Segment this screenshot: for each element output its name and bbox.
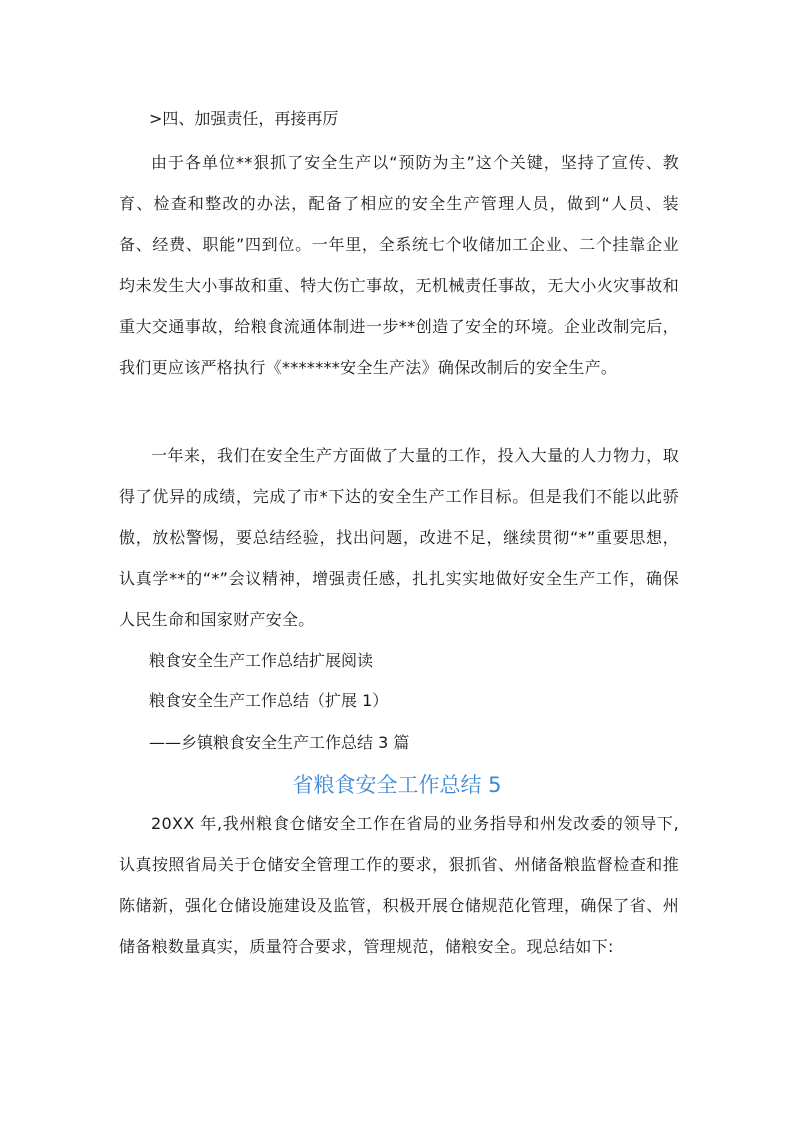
paragraph-safety-results: 由于各单位**狠抓了安全生产以“预防为主”这个关键，坚持了宣传、教育、检查和整改的办法，配备了相应的安全生产管理人员，做到“人员、装备、经费、职能”四到位。一年里，全系统七个收储加工企业、二个挂靠企业均未发生大小事故和重、特大伤亡事故，无机械责任事故，无大小火灾事故和重大交通事故，给粮食流通体制进一步**创造了安全的环境。企业改制完后，我们更应该严格执行《*******安全生产法》确保改制后的安全生产。 <box>119 153 679 377</box>
extended-reading-item: 粮食安全生产工作总结（扩展 1） <box>149 691 389 710</box>
section-title: 省粮食安全工作总结 5 <box>292 773 502 797</box>
extended-reading-subtitle: ——乡镇粮食安全生产工作总结 3 篇 <box>149 733 410 752</box>
extended-reading-label: 粮食安全生产工作总结扩展阅读 <box>149 651 374 670</box>
subheading: >四、加强责任，再接再厉 <box>149 109 339 128</box>
paragraph-storage-safety: 20XX 年,我州粮食仓储安全工作在省局的业务指导和州发改委的领导下,认真按照省局关于仓储安全管理工作的要求，狠抓省、州储备粮监督检查和推陈储新，强化仓储设施建设及监管，积极开展仓储规范化管理，确保了省、州储备粮数量真实，质量符合要求，管理规范，储粮安全。现总结如下: <box>119 814 679 956</box>
paragraph-year-summary: 一年来，我们在安全生产方面做了大量的工作，投入大量的人力物力，取得了优异的成绩，完成了市*下达的安全生产工作目标。但是我们不能以此骄傲，放松警惕，要总结经验，找出问题，改进不足，继续贯彻“*”重要思想，认真学**的“*”会议精神，增强责任感，扎扎实实地做好安全生产工作，确保人民生命和国家财产安全。 <box>119 446 679 629</box>
